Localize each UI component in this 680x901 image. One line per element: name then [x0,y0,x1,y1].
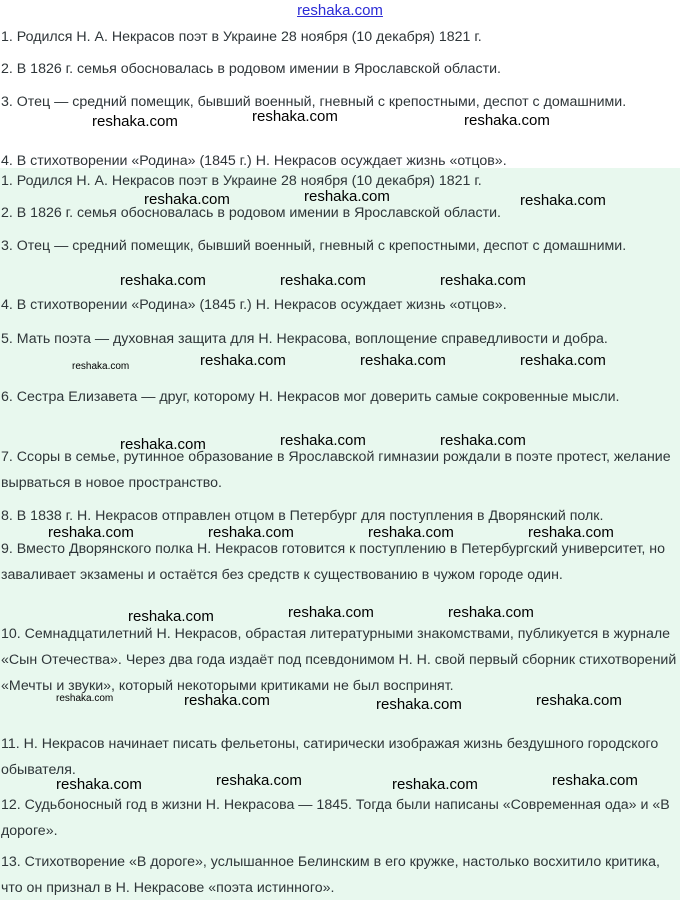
watermark: reshaka.com [200,352,286,369]
green-item-6: 6. Сестра Елизавета — друг, которому Н. Некрасов мог доверить самые сокровенные мысли. [1,389,620,405]
watermark: reshaka.com [288,604,374,621]
green-item-4: 4. В стихотворении «Родина» (1845 г.) Н. Некрасов осуждает жизнь «отцов». [1,297,507,313]
site-header-link[interactable]: reshaka.com [297,2,383,19]
watermark: reshaka.com [280,272,366,289]
watermark: reshaka.com [368,524,454,541]
watermark: reshaka.com [56,693,114,704]
watermark: reshaka.com [144,191,230,208]
watermark: reshaka.com [120,436,206,453]
watermark: reshaka.com [360,352,446,369]
watermark: reshaka.com [528,524,614,541]
top-item-3: 3. Отец — средний помещик, бывший военный, гневный с крепостными, деспот с домашними. [1,94,627,110]
green-item-11: 11. Н. Некрасов начинает писать фельетоны, сатирически изображая жизнь бездушного городского обывателя. [1,736,659,778]
watermark: reshaka.com [520,352,606,369]
watermark: reshaka.com [304,188,390,205]
watermark: reshaka.com [552,772,638,789]
watermark: reshaka.com [208,524,294,541]
watermark: reshaka.com [184,692,270,709]
watermark: reshaka.com [280,432,366,449]
top-item-4: 4. В стихотворении «Родина» (1845 г.) Н. Некрасов осуждает жизнь «отцов». [1,153,507,169]
watermark: reshaka.com [536,692,622,709]
green-item-7: 7. Ссоры в семье, рутинное образование в Ярославской гимназии рождали в поэте протест, желание вырваться в новое пространство. [1,449,671,491]
watermark: reshaka.com [120,272,206,289]
watermark: reshaka.com [376,696,462,713]
watermark: reshaka.com [392,776,478,793]
top-item-2: 2. В 1826 г. семья обосновалась в родовом имении в Ярославской области. [1,61,501,77]
green-item-9: 9. Вместо Дворянского полка Н. Некрасов готовится к поступлению в Петербургский университет, но заваливает экзамены и остаётся без средств к существованию в чужом городе один. [1,541,666,583]
watermark: reshaka.com [92,113,178,130]
watermark: reshaka.com [56,776,142,793]
watermark: reshaka.com [440,432,526,449]
green-item-8: 8. В 1838 г. Н. Некрасов отправлен отцом в Петербург для поступления в Дворянский полк. [1,508,604,524]
watermark: reshaka.com [448,604,534,621]
green-item-12: 12. Судьбоносный год в жизни Н. Некрасова — 1845. Тогда были написаны «Современная ода» и «В дороге». [1,797,670,839]
green-item-10: 10. Семнадцатилетний Н. Некрасов, обрастая литературными знакомствами, публикуется в журнале «Сын Отечества». Через два года издаёт под псевдонимом Н. Н. свой первый сборник стихотворений «Мечты и звуки», который некоторыми критиками не был воспринят. [1,626,677,694]
watermark: reshaka.com [252,108,338,125]
watermark: reshaka.com [48,524,134,541]
watermark: reshaka.com [464,112,550,129]
watermark: reshaka.com [216,772,302,789]
green-item-3: 3. Отец — средний помещик, бывший военный, гневный с крепостными, деспот с домашними. [1,238,627,254]
top-item-1: 1. Родился Н. А. Некрасов поэт в Украине 28 ноября (10 декабря) 1821 г. [1,29,482,45]
green-item-1: 1. Родился Н. А. Некрасов поэт в Украине 28 ноября (10 декабря) 1821 г. [1,173,482,189]
watermark: reshaka.com [128,608,214,625]
green-item-2: 2. В 1826 г. семья обосновалась в родовом имении в Ярославской области. [1,205,501,221]
green-item-5: 5. Мать поэта — духовная защита для Н. Некрасова, воплощение справедливости и добра. [1,331,608,347]
watermark: reshaka.com [72,361,130,372]
watermark: reshaka.com [440,272,526,289]
green-item-13: 13. Стихотворение «В дороге», услышанное Белинским в его кружке, настолько восхитило критика, что он признал в Н. Некрасове «поэта истинного». [1,854,660,896]
watermark: reshaka.com [520,192,606,209]
